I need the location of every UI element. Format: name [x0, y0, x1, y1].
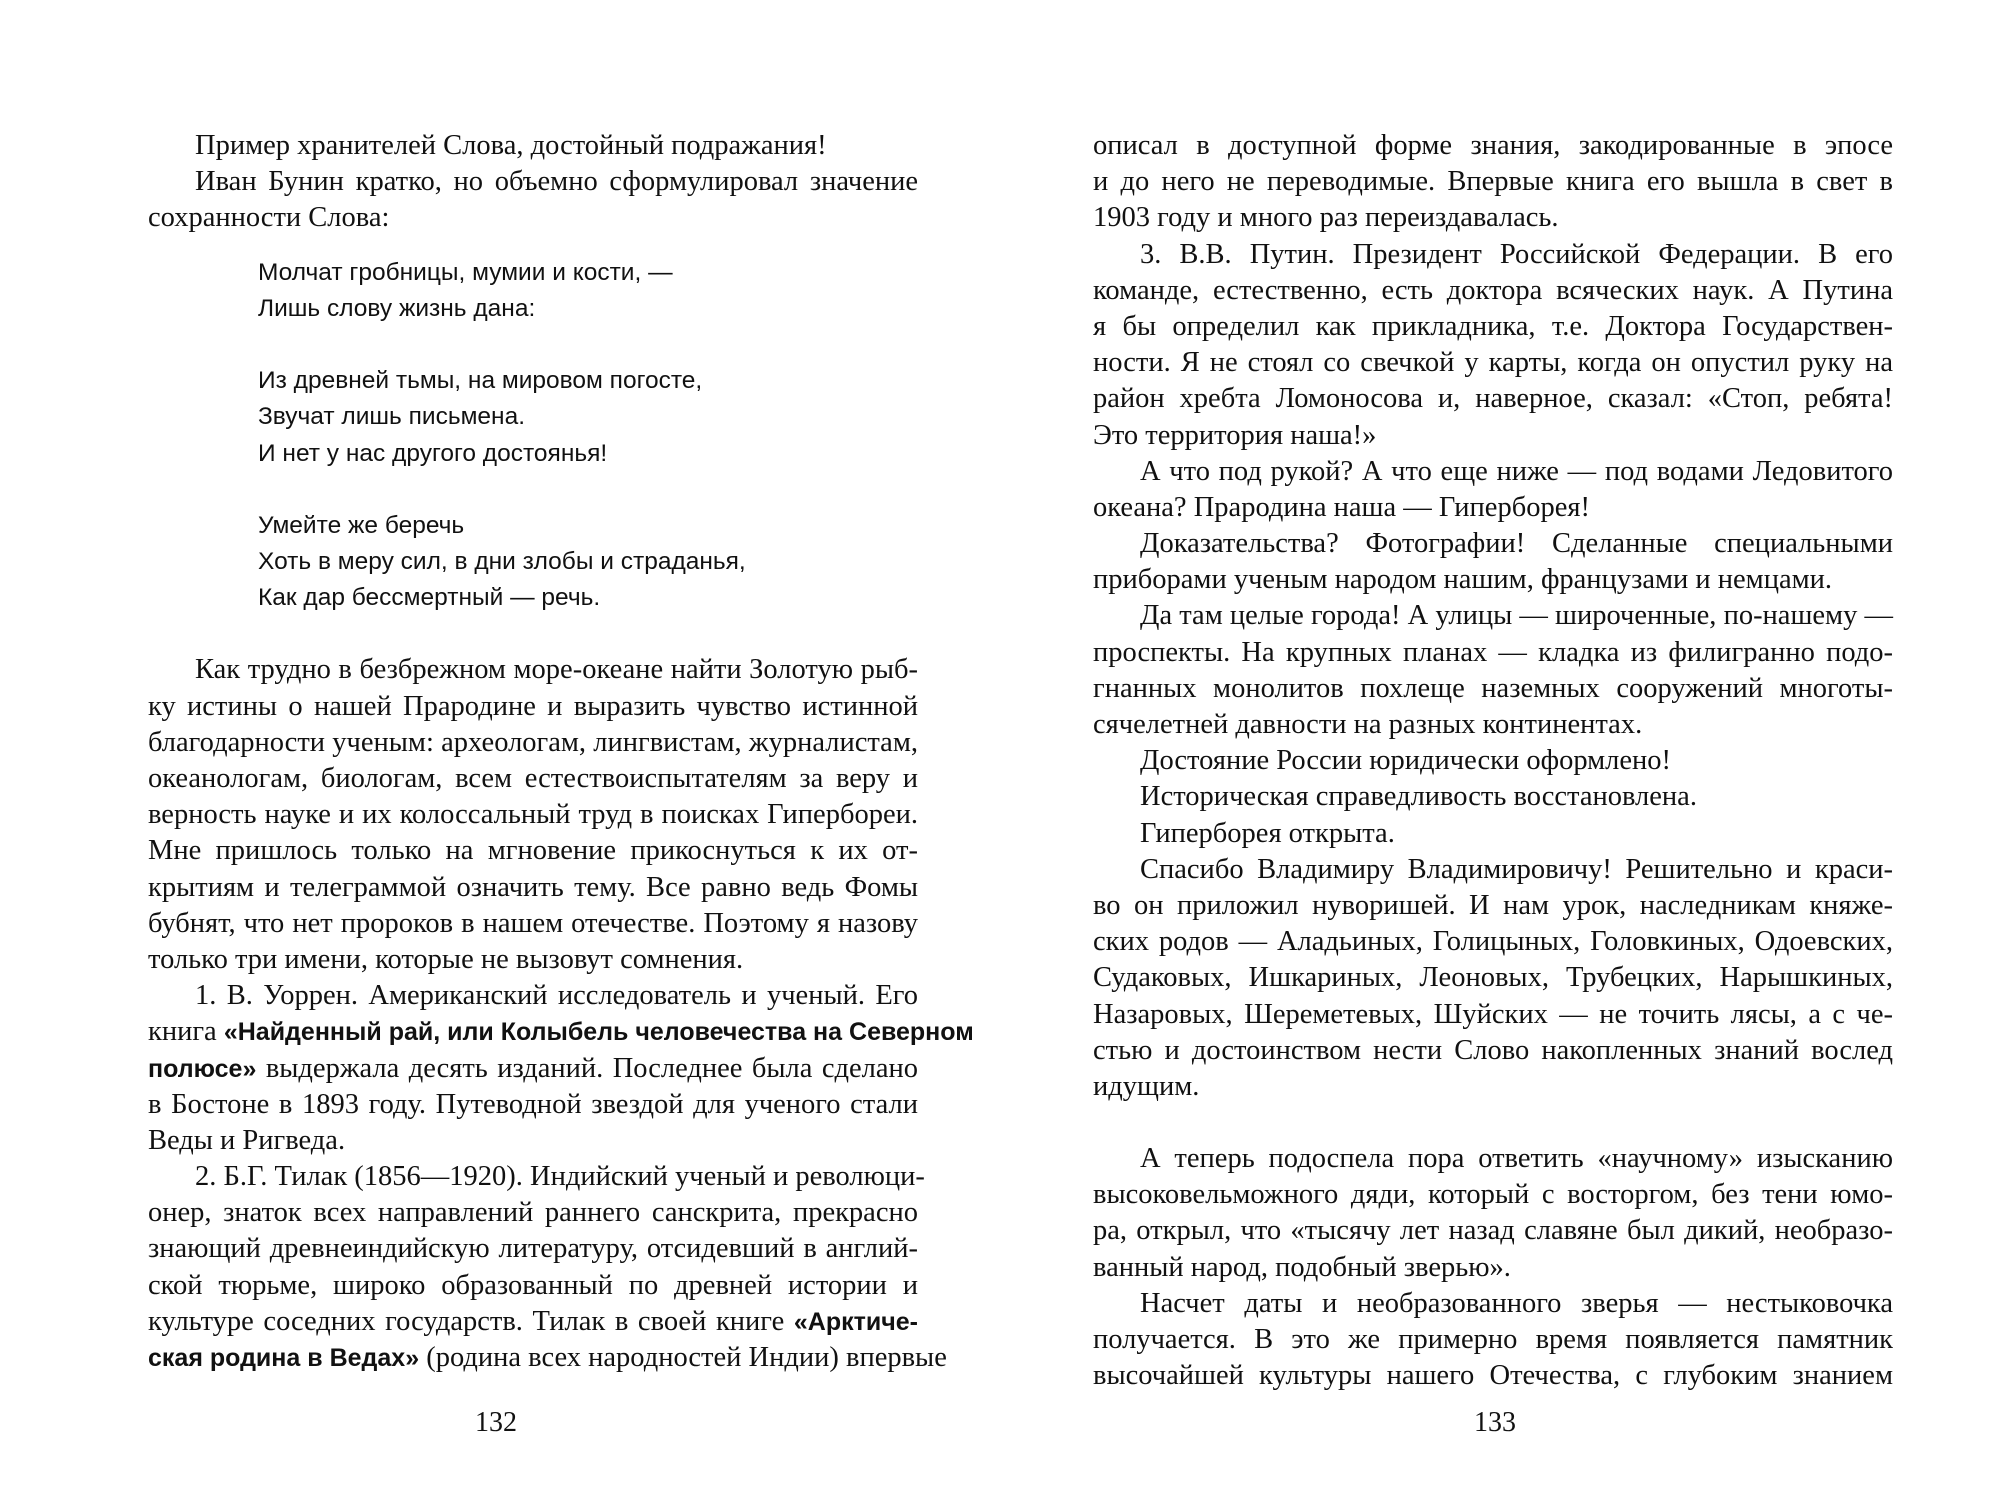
- text-line: Спасибо Владимиру Владимировичу! Решительно и краси-: [1140, 853, 1893, 885]
- text-line: Мне пришлось только на мгновение прикоснуться к их от-: [148, 835, 918, 867]
- book-title: «Арктиче-: [793, 1307, 918, 1336]
- text-line: Пример хранителей Слова, достойный подражания!: [195, 130, 827, 161]
- spacer: [1093, 1105, 1893, 1141]
- text-line: гнанных монолитов похлеще наземных сооружений многоты-: [1093, 672, 1893, 704]
- text-line: Да там целые города! А улицы — широченные, по-нашему —: [1140, 600, 1893, 632]
- poem: [148, 255, 918, 617]
- text-line: Иван Бунин кратко, но объемно сформулировал значение: [195, 166, 918, 198]
- text-line: Веды и Ригведа.: [148, 1124, 346, 1156]
- text-line: Историческая справедливость восстановлена.: [1140, 781, 1697, 813]
- right-page: [1093, 128, 1893, 1394]
- text-line: океана? Прародина наша — Гиперборея!: [1093, 491, 1590, 523]
- text-line: сохранности Слова:: [148, 202, 390, 234]
- text-line: ской тюрьме, широко образованный по древней истории и: [148, 1269, 918, 1301]
- text-line: во он приложил нуворишей. И нам урок, наследникам княже-: [1093, 889, 1893, 921]
- text-line: приборами ученым народом нашим, французами и немцами.: [1093, 564, 1833, 596]
- text-line: онер, знаток всех направлений раннего санскрита, прекрасно: [148, 1197, 918, 1229]
- text-line: бубнят, что нет пророков в нашем отечестве. Поэтому я назову: [148, 907, 918, 939]
- text-line: Как трудно в безбрежном море-океане найти Золотую рыб-: [195, 654, 918, 686]
- poem-line: Как дар бессмертный — речь.: [258, 584, 601, 612]
- poem-line: Из древней тьмы, на мировом погосте,: [258, 367, 703, 395]
- poem-line: Хоть в меру сил, в дни злобы и страданья,: [258, 548, 746, 576]
- text-line: идущим.: [1093, 1070, 1200, 1102]
- poem-line: Умейте же беречь: [258, 511, 465, 539]
- text-line: [148, 1014, 974, 1050]
- text-line: сячелетней давности на разных континентах.: [1093, 709, 1643, 740]
- text-line: верность науке и их колоссальный труд в поисках Гипербореи.: [148, 799, 918, 831]
- text-fragment: (родина всех народностей Индии) впервые: [419, 1342, 947, 1373]
- text-line: крытиям и телеграммой означить тему. Все равно ведь Фомы: [148, 871, 918, 903]
- poem-line: Молчат гробницы, мумии и кости, —: [258, 258, 673, 286]
- spacer: [148, 237, 918, 255]
- text-line: Гиперборея открыта.: [1140, 817, 1395, 849]
- left-page: [148, 128, 974, 1376]
- text-line: [148, 1340, 947, 1376]
- text-line: океанологам, биологам, всем естествоиспытателям за веру и: [148, 763, 918, 794]
- book-title: полюсе»: [148, 1054, 257, 1083]
- text-line: получается. В это же примерно время появляется памятник: [1093, 1324, 1893, 1355]
- text-line: ских родов — Аладьиных, Голицыных, Головкиных, Одоевских,: [1093, 926, 1893, 958]
- poem-line: Лишь слову жизнь дана:: [258, 294, 536, 322]
- text-line: 1. В. Уоррен. Американский исследователь и ученый. Его: [195, 980, 918, 1012]
- text-line: [148, 1304, 918, 1340]
- page-number: 133: [1474, 1407, 1516, 1438]
- text-line: ванный народ, подобный зверью».: [1093, 1251, 1511, 1283]
- page-number: 132: [475, 1407, 517, 1438]
- text-line: стью и достоинством нести Слово накопленных знаний вослед: [1093, 1034, 1893, 1066]
- text-line: команде, естественно, есть доктора всяческих наук. А Путина: [1093, 274, 1893, 306]
- poem-blank: [148, 472, 918, 508]
- text-line: только три имени, которые не вызовут сомнения.: [148, 943, 744, 975]
- text-line: [148, 1051, 918, 1087]
- text-line: знающий древнеиндийскую литературу, отсидевший в англий-: [148, 1233, 918, 1265]
- text-line: Достояние России юридически оформлено!: [1140, 745, 1672, 777]
- text-line: и до него не переводимые. Впервые книга его вышла в свет в: [1093, 166, 1893, 198]
- text-line: 2. Б.Г. Тилак (1856—1920). Индийский ученый и революци-: [195, 1161, 925, 1193]
- text-fragment: культуре соседних государств. Тилак в своей книге: [148, 1305, 794, 1337]
- text-line: ку истины о нашей Прародине и выразить чувство истинной: [148, 690, 918, 722]
- text-line: район хребта Ломоносова и, наверное, сказал: «Стоп, ребята!: [1093, 383, 1893, 415]
- text-line: Насчет даты и необразованного зверья — нестыковочка: [1140, 1287, 1893, 1319]
- text-line: в Бостоне в 1893 году. Путеводной звездой для ученого стали: [148, 1088, 918, 1120]
- text-line: Это территория наша!»: [1093, 419, 1377, 451]
- text-line: я бы определил как прикладника, т.е. Доктора Государствен-: [1093, 310, 1893, 342]
- text-line: Доказательства? Фотографии! Сделанные специальными: [1140, 528, 1893, 560]
- text-line: 1903 году и много раз переиздавалась.: [1093, 202, 1559, 234]
- text-line: ности. Я не стоял со свечкой у карты, когда он опустил руку на: [1093, 347, 1893, 379]
- text-line: благодарности ученым: археологам, лингвистам, журналистам,: [148, 726, 918, 758]
- text-line: описал в доступной форме знания, закодированные в эпосе: [1093, 130, 1893, 161]
- book-title: «Найденный рай, или Колыбель человечества на Северном: [223, 1018, 974, 1047]
- text-line: А что под рукой? А что еще ниже — под водами Ледовитого: [1140, 455, 1893, 487]
- poem-line: И нет у нас другого достоянья!: [258, 439, 608, 467]
- book-title: ская родина в Ведах»: [148, 1344, 420, 1372]
- text-line: высоковельможного дяди, который с восторгом, без тени юмо-: [1093, 1179, 1893, 1211]
- text-fragment: выдержала десять изданий. Последнее была сделано: [256, 1052, 918, 1084]
- text-line: Назаровых, Шереметевых, Шуйских — не точить лясы, а с че-: [1093, 998, 1893, 1030]
- poem-blank: [148, 327, 918, 363]
- spacer: [148, 616, 918, 652]
- text-line: проспекты. На крупных планах — кладка из филигранно подо-: [1093, 636, 1893, 668]
- text-fragment: книга: [148, 1016, 224, 1048]
- text-line: А теперь подоспела пора ответить «научному» изысканию: [1140, 1143, 1893, 1175]
- text-line: Судаковых, Ишкариных, Леоновых, Трубецких, Нарышкиных,: [1093, 962, 1893, 994]
- text-line: ра, открыл, что «тысячу лет назад славяне был дикий, необразо-: [1093, 1215, 1893, 1247]
- text-line: 3. В.В. Путин. Президент Российской Федерации. В его: [1140, 238, 1893, 270]
- poem-line: Звучат лишь письмена.: [258, 403, 526, 431]
- text-line: высочайшей культуры нашего Отечества, с глубоким знанием: [1093, 1360, 1893, 1392]
